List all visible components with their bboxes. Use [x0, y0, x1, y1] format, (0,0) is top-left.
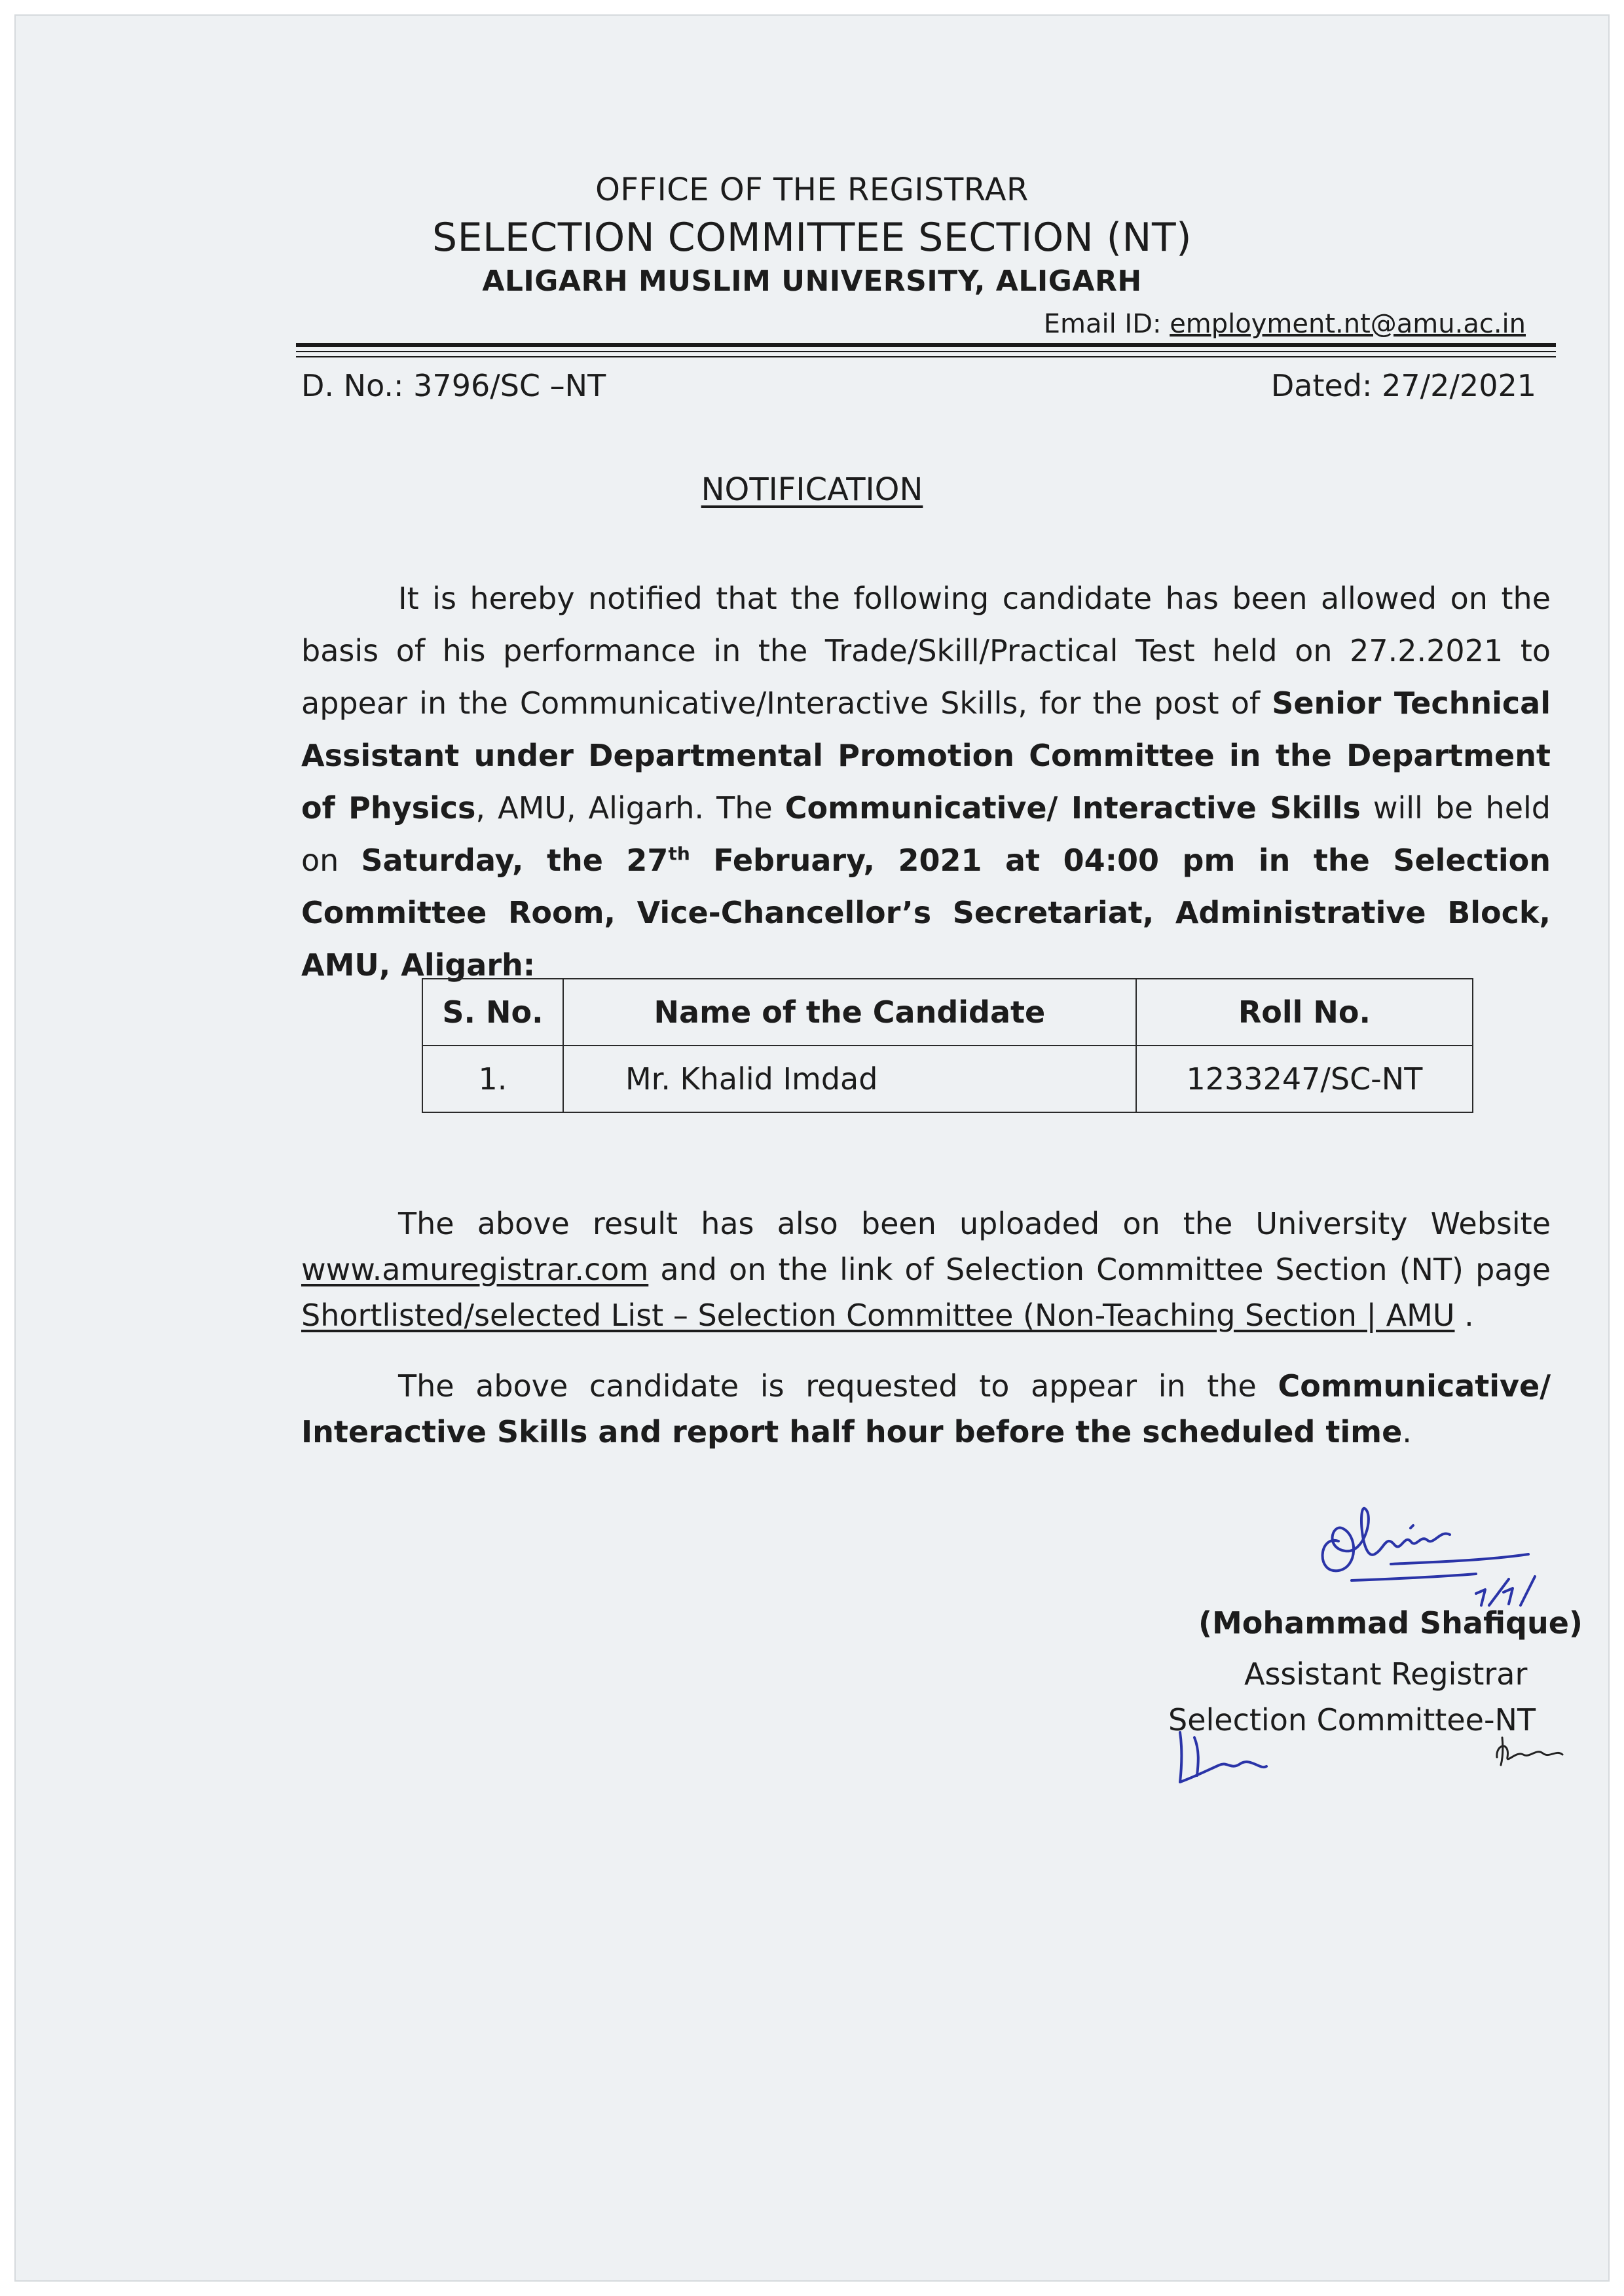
col-header-sno: S. No.	[422, 979, 563, 1046]
table-header-row	[422, 979, 1473, 1046]
dispatch-number	[301, 368, 606, 403]
page-title: NOTIFICATION	[701, 471, 923, 508]
section-heading: SELECTION COMMITTEE SECTION (NT)	[432, 215, 1192, 261]
dated-label: Dated:	[1270, 368, 1373, 403]
university-heading: ALIGARH MUSLIM UNIVERSITY, ALIGARH	[482, 264, 1142, 298]
shortlist-link[interactable]: Shortlisted/selected List – Selection Committee (Non-Teaching Section | AMU	[301, 1298, 1455, 1333]
email-label: Email ID:	[1043, 309, 1162, 339]
initials-mark	[1168, 1724, 1273, 1790]
document-page	[14, 14, 1610, 2282]
col-header-roll: Roll No.	[1136, 979, 1473, 1046]
para3-text-2: .	[1402, 1414, 1412, 1449]
initials-mark-2	[1490, 1731, 1576, 1770]
signatory-designation: Assistant Registrar	[1244, 1656, 1528, 1692]
cell-roll-no: 1233247/SC-NT	[1136, 1046, 1473, 1112]
cell-sno: 1.	[422, 1046, 563, 1112]
para2-text-1: The above result has also been uploaded on the University Website	[398, 1206, 1551, 1241]
para1-text-2: , AMU, Aligarh. The	[475, 790, 785, 826]
para1-text-1: It is hereby notified that the following candidate has been allowed on the basis of his performance in the Trade/Skill/Practical Test held on 27.2.2021 to appear in the Communicative/Interactive Skills, for the post of	[301, 581, 1551, 721]
skills-name: Communicative/ Interactive Skills	[784, 790, 1361, 826]
candidate-table	[422, 978, 1473, 1113]
signature-mark	[1312, 1489, 1568, 1620]
para2-text-3: .	[1454, 1298, 1474, 1333]
para3-text-1: The above candidate is requested to appear in the	[398, 1368, 1278, 1404]
schedule-day: Saturday, the 27	[361, 843, 669, 878]
office-heading: OFFICE OF THE REGISTRAR	[595, 172, 1029, 208]
signatory-section: Selection Committee-NT	[1168, 1702, 1536, 1738]
website-link[interactable]: www.amuregistrar.com	[301, 1252, 649, 1287]
notification-paragraph	[301, 572, 1551, 991]
col-header-name: Name of the Candidate	[563, 979, 1136, 1046]
post-name: Senior Technical Assistant under Departmental Promotion Committee in the Department of Physics	[301, 685, 1551, 826]
instruction-paragraph	[301, 1363, 1551, 1455]
email-link[interactable]: employment.nt@amu.ac.in	[1170, 309, 1526, 339]
dated-value: 27/2/2021	[1382, 368, 1536, 403]
table-row	[422, 1046, 1473, 1112]
ordinal-suffix: th	[668, 843, 690, 865]
para2-text-2: and on the link of Selection Committee Section (NT) page	[648, 1252, 1551, 1287]
instruction-bold: Communicative/ Interactive Skills and report half hour before the scheduled time	[301, 1368, 1551, 1449]
header-rule-thin	[296, 351, 1556, 352]
dno-label: D. No.:	[301, 368, 404, 403]
schedule-details: February, 2021 at 04:00 pm in the Selection Committee Room, Vice-Chancellor’s Secretariat, Administrative Block, AMU, Aligarh:	[301, 843, 1551, 983]
header-rule-thick	[296, 343, 1556, 347]
cell-candidate-name: Mr. Khalid Imdad	[563, 1046, 1136, 1112]
header-rule-thin-2	[296, 356, 1556, 357]
signatory-name: (Mohammad Shafique)	[1198, 1605, 1583, 1641]
dno-value: 3796/SC –NT	[413, 368, 606, 403]
para1-text-3: will be held on	[301, 790, 1551, 878]
result-paragraph	[301, 1201, 1551, 1338]
email-line	[1044, 309, 1526, 339]
dated-line	[1271, 368, 1536, 403]
